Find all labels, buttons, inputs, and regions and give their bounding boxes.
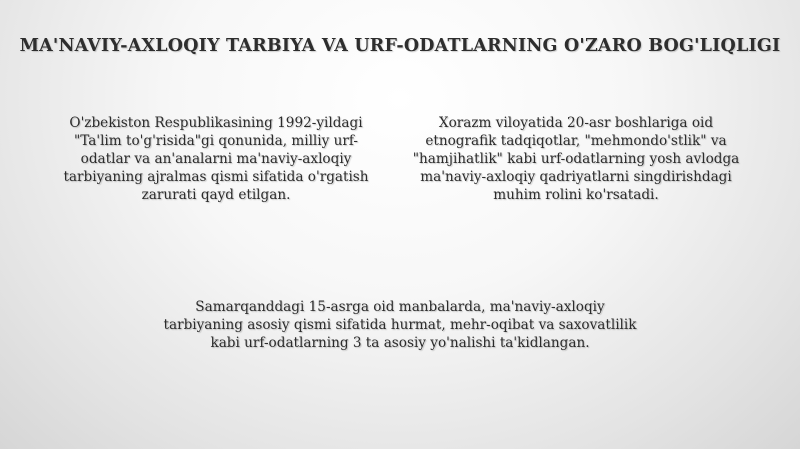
left-text-line: tarbiyaning ajralmas qismi sifatida o'rgatish xyxy=(63,169,369,185)
bottom-text-block xyxy=(140,298,660,352)
right-text-line: "hamjihatlik" kabi urf-odatlarning yosh avlodga xyxy=(412,151,740,167)
bottom-text-line: Samarqanddagi 15-asrga oid manbalarda, ma'naviy-axloqiy xyxy=(195,299,605,315)
left-text-line: odatlar va an'analarni ma'naviy-axloqiy xyxy=(80,151,352,167)
right-text-line: muhim rolini ko'rsatadi. xyxy=(493,187,659,203)
right-text-block xyxy=(396,114,756,204)
left-text-line: "Ta'lim to'g'risida"gi qonunida, milliy urf- xyxy=(73,133,359,149)
right-text-line: ma'naviy-axloqiy qadriyatlarni singdirishdagi xyxy=(420,169,732,185)
bottom-text-line: kabi urf-odatlarning 3 ta asosiy yo'nalishi ta'kidlangan. xyxy=(210,335,590,351)
left-text-block xyxy=(48,114,384,204)
right-text-line: etnografik tadqiqotlar, "mehmondo'stlik" va xyxy=(425,133,727,149)
left-text-line: O'zbekiston Respublikasining 1992-yildagi xyxy=(69,115,363,131)
left-text-line: zarurati qayd etilgan. xyxy=(141,187,291,203)
right-text-line: Xorazm viloyatida 20-asr boshlariga oid xyxy=(438,115,714,131)
slide-title: MA'NAVIY-AXLOQIY TARBIYA VA URF-ODATLARNING O'ZARO BOG'LIQLIGI xyxy=(19,36,781,56)
bottom-text-line: tarbiyaning asosiy qismi sifatida hurmat, mehr-oqibat va saxovatlilik xyxy=(163,317,637,333)
